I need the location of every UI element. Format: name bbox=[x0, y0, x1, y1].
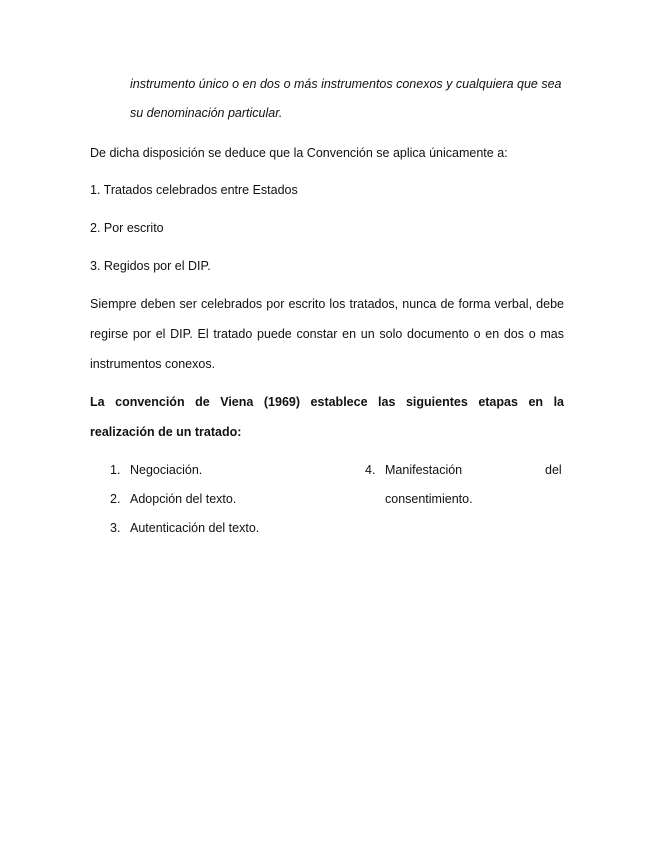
stage-number: 4. bbox=[365, 463, 376, 477]
intro-text: De dicha disposición se deduce que la Convención se aplica únicamente a: bbox=[90, 146, 508, 160]
stage-number: 1. bbox=[110, 463, 121, 477]
condition-item-1: 1. Tratados celebrados entre Estados bbox=[90, 183, 298, 197]
condition-item-3: 3. Regidos por el DIP. bbox=[90, 259, 211, 273]
stage-number: 2. bbox=[110, 492, 121, 506]
paragraph-line-3: instrumentos conexos. bbox=[90, 357, 216, 371]
heading-line-2: realización de un tratado: bbox=[90, 425, 242, 439]
paragraph-line-2: regirse por el DIP. El tratado puede constar en un solo documento o en dos o mas bbox=[90, 327, 564, 341]
quote-line-1: instrumento único o en dos o más instrumentos conexos y cualquiera que sea bbox=[130, 77, 562, 91]
condition-item-2: 2. Por escrito bbox=[90, 221, 164, 235]
stage-text: Adopción del texto. bbox=[130, 492, 237, 506]
quote-line-2: su denominación particular. bbox=[130, 106, 283, 120]
heading-line-1: La convención de Viena (1969) establece las siguientes etapas en la bbox=[90, 395, 564, 409]
stage-text-word-1: Manifestación bbox=[385, 463, 463, 477]
stage-text-word-2: del bbox=[545, 463, 562, 477]
stage-text-line-2: consentimiento. bbox=[385, 492, 473, 506]
paragraph-line-1: Siempre deben ser celebrados por escrito los tratados, nunca de forma verbal, debe bbox=[90, 297, 564, 311]
stage-text: Autenticación del texto. bbox=[130, 521, 260, 535]
stage-text: Negociación. bbox=[130, 463, 203, 477]
stage-number: 3. bbox=[110, 521, 121, 535]
